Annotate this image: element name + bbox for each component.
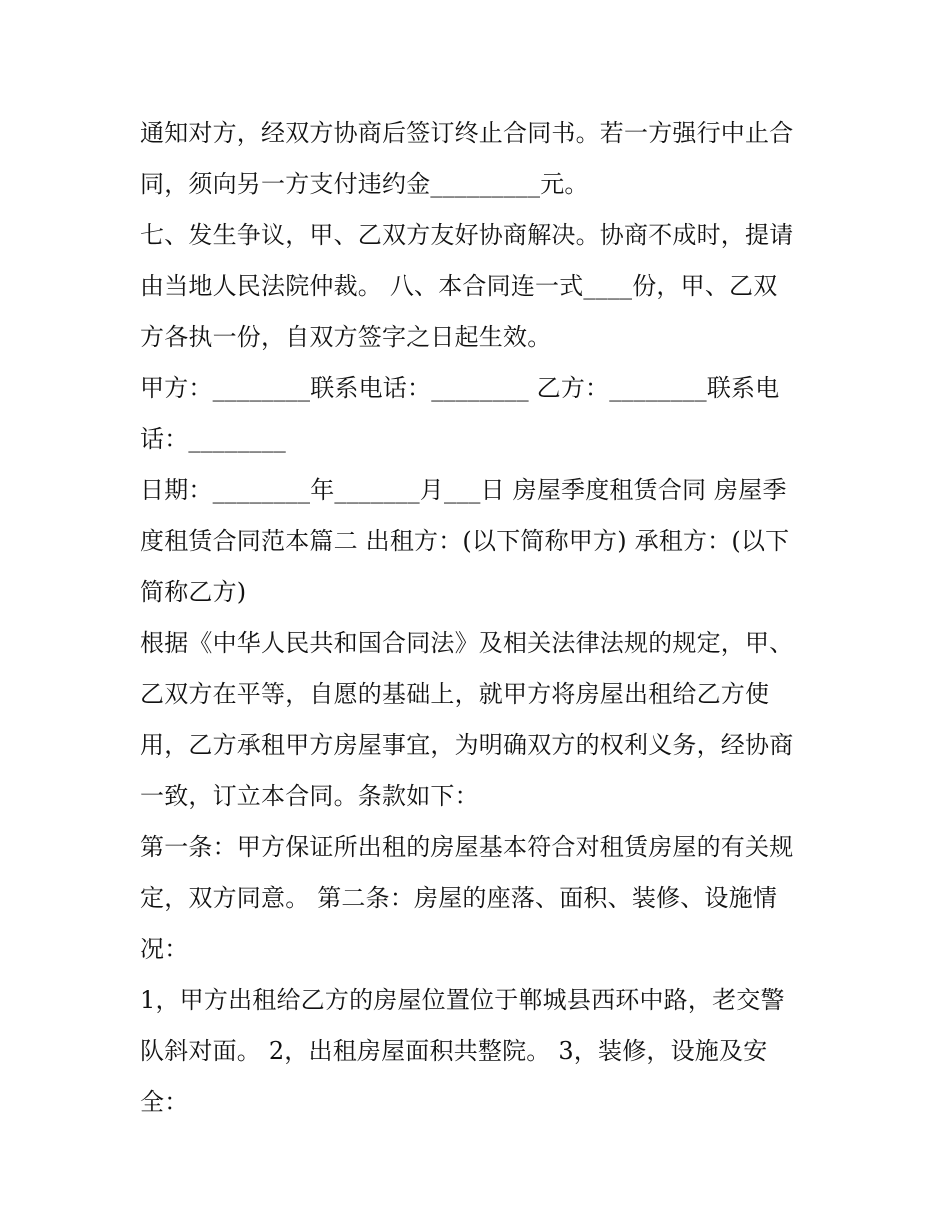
text-line: 一致，订立本合同。条款如下： [140, 782, 479, 810]
text-line: 况： [140, 935, 189, 963]
text-line: 简称乙方) [140, 578, 247, 606]
text-line: 方各执一份，自双方签字之日起生效。 [140, 323, 552, 351]
text-line: 日期：________年_______月___日 房屋季度租赁合同 房屋季 [140, 476, 787, 504]
text-line: 度租赁合同范本篇二 出租方：(以下简称甲方) 承租方：(以下 [140, 527, 790, 555]
text-line: 乙双方在平等，自愿的基础上，就甲方将房屋出租给乙方使 [140, 680, 770, 708]
text-line: 根据《中华人民共和国合同法》及相关法律法规的规定，甲、 [140, 629, 794, 657]
text-line: 通知对方，经双方协商后签订终止合同书。若一方强行中止合 [140, 119, 794, 147]
text-line: 由当地人民法院仲裁。 八、本合同连一式____份，甲、乙双 [140, 272, 778, 300]
text-line: 队斜对面。 2，出租房屋面积共整院。 3，装修，设施及安 [140, 1037, 768, 1065]
text-line: 同，须向另一方支付违约金_________元。 [140, 170, 589, 198]
document-body [140, 108, 830, 1128]
text-line: 话：________ [140, 425, 286, 453]
text-line: 全： [140, 1088, 189, 1116]
text-line: 甲方：________联系电话：________ 乙方：________联系电 [140, 374, 780, 402]
text-line: 定，双方同意。 第二条：房屋的座落、面积、装修、设施情 [140, 884, 778, 912]
text-line: 七、发生争议，甲、乙双方友好协商解决。协商不成时，提请 [140, 221, 794, 249]
text-line: 1，甲方出租给乙方的房屋位置位于郸城县西环中路，老交警 [140, 986, 785, 1014]
text-line: 用，乙方承租甲方房屋事宜，为明确双方的权利义务，经协商 [140, 731, 794, 759]
text-line: 第一条：甲方保证所出租的房屋基本符合对租赁房屋的有关规 [140, 833, 794, 861]
